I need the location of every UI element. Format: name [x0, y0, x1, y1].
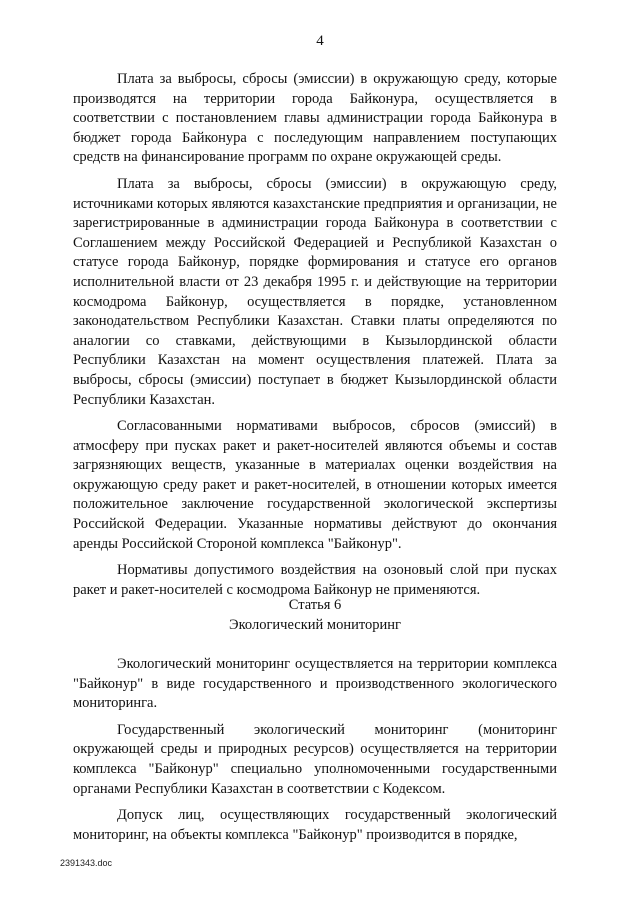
article-title: Экологический мониторинг — [229, 617, 401, 633]
paragraph-monitoring-types: Экологический мониторинг осуществляется на территории комплекса "Байконур" в виде государственного и производственного экологического мониторинга. — [73, 656, 557, 712]
body-text-bottom — [73, 655, 557, 845]
paragraph-monitoring-access: Допуск лиц, осуществляющих государственный экологический мониторинг, на объекты комплекса "Байконур" производится в порядке, — [73, 807, 557, 843]
article-number: Статья 6 — [288, 597, 342, 613]
paragraph-ozone-standards: Нормативы допустимого воздействия на озоновый слой при пусках ракет и ракет-носителей с космодрома Байконур не применяются. — [73, 562, 557, 598]
paragraph-state-monitoring: Государственный экологический мониторинг (мониторинг окружающей среды и природных ресурсов) осуществляется на территории комплекса "Байконур" специально уполномоченными государственными органами Республики Казахстан в соответствии с Кодексом. — [73, 721, 557, 797]
paragraph-emission-fees-baikonur-city: Плата за выбросы, сбросы (эмиссии) в окружающую среду, которые производятся на территории города Байконура, осуществляется в соответствии с постановлением главы администрации города Байконура в бюджет города Байконура с последующим направлением поступающих средств на финансирование программ по охране окружающей среды. — [73, 71, 557, 166]
body-text-top — [73, 70, 557, 600]
footer-filename: 2391343.doc — [60, 858, 113, 868]
paragraph-emission-fees-kazakh-enterprises: Плата за выбросы, сбросы (эмиссии) в окружающую среду, источниками которых являются казахстанские предприятия и организации, не зарегистрированные в администрации города Байконура в соответствии с Соглашением между Российской Федерацией и Республикой Казахстан о статусе города Байконур, порядке формирования и статусе его органов исполнительной власти от 23 декабря 1995 г. и действующие на территории космодрома Байконур, осуществляется в порядке, установленном законодательством Республики Казахстан. Ставки платы определяются по аналогии со ставками, действующими в Кызылординской области Республики Казахстан на момент осуществления платежей. Плата за выбросы, сбросы (эмиссии) поступает в бюджет Кызылординской области Республики Казахстан. — [73, 175, 557, 408]
paragraph-agreed-emission-standards: Согласованными нормативами выбросов, сбросов (эмиссий) в атмосферу при пусках ракет и ракет-носителей являются объемы и состав загрязняющих веществ, указанные в материалах оценки воздействия на окружающую среду ракет и ракет-носителей, в отношении которых имеется положительное заключение государственной экологической экспертизы Российской Федерации. Указанные нормативы действуют до окончания аренды Российской Стороной комплекса "Байконур". — [73, 418, 557, 552]
page-number: 4 — [316, 33, 324, 49]
